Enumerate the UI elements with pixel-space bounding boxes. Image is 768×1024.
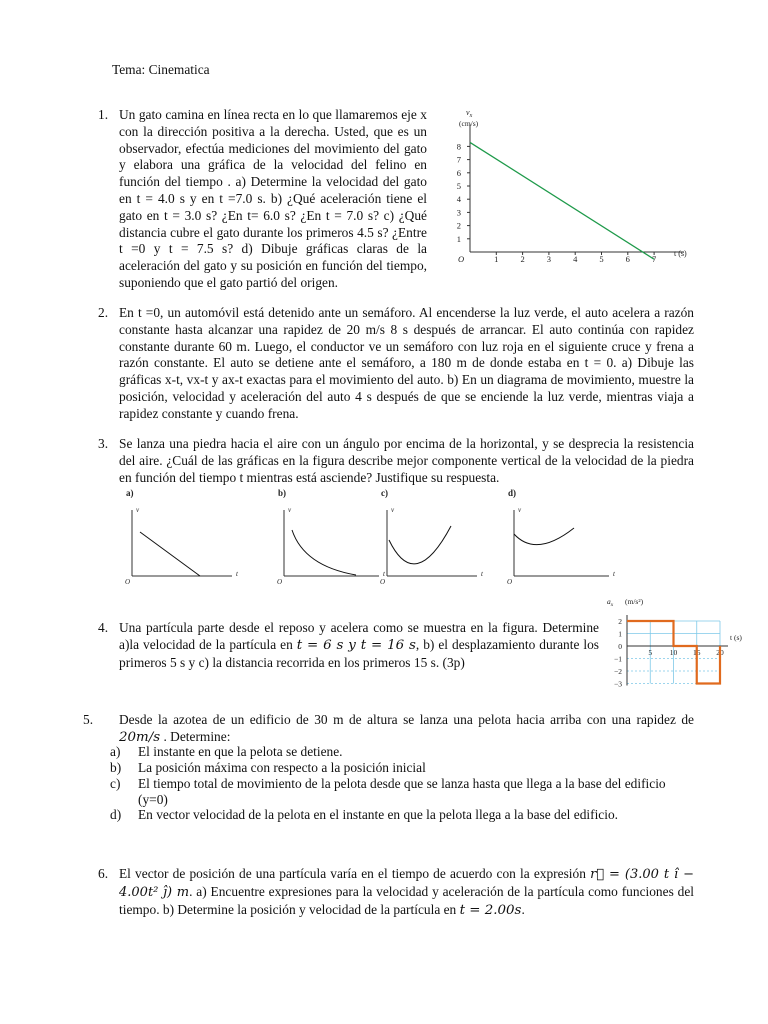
problem-5-item-c-text: El tiempo total de movimiento de la pelota desde que se lanza hasta que llega a la base del edificio (138, 776, 666, 791)
problem-5-item-b-label: b) (110, 760, 122, 775)
x-tick-label: 3 (546, 254, 552, 264)
y-axis-label: v (391, 506, 395, 514)
problem-1-number: 1. (98, 107, 109, 122)
problem-5-math-speed: 20m/s (119, 729, 161, 745)
curve (514, 528, 574, 545)
problem-2-number: 2. (98, 305, 109, 320)
curve (292, 530, 356, 575)
problem-5-item-d-label: d) (110, 807, 122, 822)
x-axis-label: t (481, 570, 483, 578)
origin-label: O (277, 578, 283, 586)
y-tick-label: 4 (456, 194, 461, 205)
problem-6-math-time: t = 2.00s (459, 902, 522, 918)
x-tick-label: 4 (573, 254, 578, 264)
y-tick-label: 7 (456, 154, 461, 165)
y-axis-unit: (m/s²) (625, 597, 644, 606)
y-axis-label: $a_x$ (607, 597, 614, 608)
y-tick-label: −2 (614, 667, 622, 676)
origin-label: O (380, 578, 386, 586)
problem-2-text: En t =0, un automóvil está detenido ante un semáforo. Al encenderse la luz verde, el auto acelera a razón constante hasta alcanzar una rapidez de 20 m/s 8 s después de arrancar. El auto continúa con rapidez constante durante 60 m. Luego, el conductor ve un semáforo con luz roja en el siguiente cruce y frena a razón constante. El auto se detiene ante el semáforo, a 180 m de donde estaba en t = 0. a) Dibuje las gráficas x-t, vx-t y ax-t exactas para el movimiento del auto. b) En un diagrama de movimiento, muestre la posición, velocidad y aceleración del auto 4 s después de que se enciende la luz verde, mientras viaja a rapidez constante y cuando frena. (119, 305, 694, 421)
x-tick-label: 20 (716, 648, 724, 657)
problem-5-text-a: Desde la azotea de un edificio de 30 m de altura se lanza una pelota hacia arriba con una rapidez de (119, 712, 694, 727)
y-axis-label: $v_x$ (466, 108, 473, 119)
y-tick-label: 2 (618, 617, 622, 626)
x-axis-label: t (s) (674, 249, 687, 258)
problem-6-text (119, 866, 694, 919)
y-tick-label: 3 (456, 207, 461, 218)
problem-5-number: 5. (83, 712, 94, 727)
problem-5-item-b-text: La posición máxima con respecto a la posición inicial (138, 760, 426, 775)
page-title: Tema: Cinematica (112, 62, 210, 77)
origin-label: O (125, 578, 131, 586)
graph-label: b) (278, 488, 287, 498)
problem-5-item-c-text2: (y=0) (138, 792, 168, 807)
curve (389, 526, 451, 564)
x-tick-label: 15 (693, 648, 701, 657)
problem-6-text-b: . a) Encuentre expresiones para la velocidad y aceleración de la partícula como funciones del tiempo. b) Determine la posición y velocidad de la partícula en (119, 883, 694, 917)
problem-4-text-a: Una partícula parte desde el reposo y acelera como se muestra en la figura. Determine a)la velocidad de la partícula en (119, 620, 599, 652)
problem-6-number: 6. (98, 866, 109, 881)
y-tick-label: −1 (614, 654, 622, 664)
cat-velocity-graph (452, 104, 692, 274)
x-tick-label: 10 (669, 648, 678, 657)
problem-1-text: Un gato camina en línea recta en lo que llamaremos eje x con la dirección positiva a la derecha. Usted, que es un observador, efectúa mediciones del movimiento del gato y elabora una gráfica de la velocidad del felino en función del tiempo . a) Determine la velocidad del gato en t = 4.0 s y en t =7.0 s. b) ¿Qué aceleración tiene el gato en t = 3.0 s? ¿En t= 6.0 s? ¿En t = 7.0 s? c) ¿Qué distancia cubre el gato durante los primeros 4.5 s? ¿Entre t =0 y t = 7.5 s? d) Dibuje gráficas claras de la aceleración del gato y su posición en función del tiempo, suponiendo que el gato partió del origen. (119, 107, 427, 290)
x-tick-label: 2 (520, 254, 525, 264)
curve (140, 532, 200, 576)
x-axis-label: t (236, 570, 238, 578)
problem-4-number: 4. (98, 620, 109, 635)
x-tick-label: 7 (651, 254, 657, 264)
problem-3-text: Se lanza una piedra hacia el aire con un ángulo por encima de la horizontal, y se desprecia la resistencia del aire. ¿Cuál de las gráficas en la figura describe mejor componente vertical de la velocidad de la piedra en función del tiempo t mientras está asciende? Justifique su respuesta. (119, 436, 694, 485)
problem-6-line1: El vector de posición de una partícula varía en el tiempo de acuerdo con la expresión (119, 866, 586, 881)
y-tick-label: 1 (618, 629, 622, 639)
graph-label: d) (508, 488, 517, 498)
problem-6-math-position: r⃗ = (3.00 t î − 4.00t² ĵ) m (119, 867, 694, 900)
y-tick-label: 8 (456, 141, 461, 152)
y-tick-label: 2 (456, 220, 461, 231)
y-axis-label: v (518, 506, 522, 514)
origin-label: O (458, 254, 465, 264)
y-tick-label: 5 (456, 181, 461, 191)
x-axis-label: t (383, 570, 385, 578)
y-axis-unit: (cm/s) (459, 119, 479, 128)
problem-4-text-b: , b) el desplazamiento durante los primeros 5 s y c) la distancia recorrida en los primeros 15 s. (3p) (119, 636, 600, 670)
x-tick-label: 1 (494, 254, 499, 264)
x-axis-label: t (s) (730, 633, 742, 642)
origin-label: O (507, 578, 513, 586)
y-axis-label: v (288, 506, 292, 514)
graph-label: c) (381, 488, 388, 498)
vertical-velocity-graphs (118, 488, 638, 588)
problem-5-item-a-label: a) (110, 744, 121, 759)
problem-5-item-d-text: En vector velocidad de la pelota en el instante en que la pelota llega a la base del edificio. (138, 807, 618, 822)
x-tick-label: 5 (599, 254, 604, 264)
y-tick-label: 6 (456, 167, 461, 178)
problem-6-end: . (521, 901, 525, 917)
x-axis-label: t (613, 570, 615, 578)
y-tick-label: 0 (618, 642, 622, 651)
problem-5-text (119, 712, 694, 747)
velocity-line (470, 142, 654, 259)
problem-5-text-b: . Determine: (163, 728, 231, 744)
y-tick-label: 1 (456, 233, 461, 244)
acceleration-graph (605, 596, 755, 701)
graph-label: a) (126, 488, 134, 498)
x-tick-label: 5 (648, 648, 653, 657)
problem-5-item-a-text: El instante en que la pelota se detiene. (138, 744, 343, 759)
problem-3-number: 3. (98, 436, 109, 451)
y-tick-label: −3 (614, 679, 622, 689)
problem-5-item-c-label: c) (110, 776, 121, 791)
problem-4-math-times: t = 6 s y t = 16 s (296, 637, 416, 653)
x-tick-label: 6 (625, 254, 630, 264)
y-axis-label: v (136, 506, 140, 514)
problem-4-text (119, 620, 599, 671)
